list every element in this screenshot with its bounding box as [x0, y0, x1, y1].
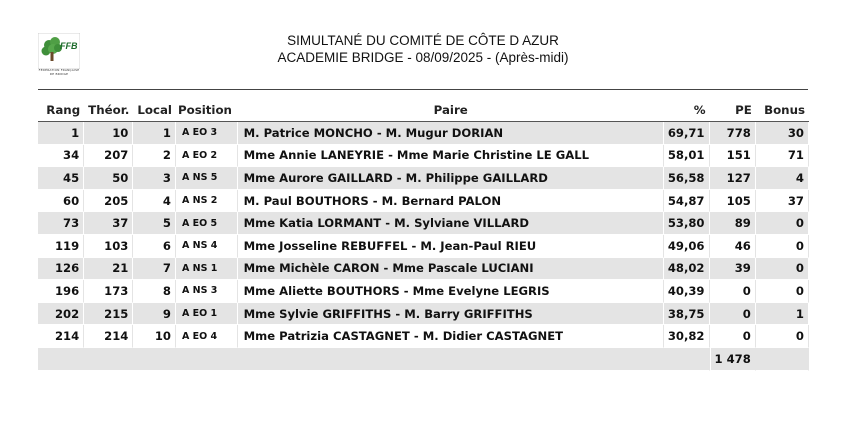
cell-pct: 38,75	[664, 303, 710, 326]
cell-paire: Mme Aurore GAILLARD - M. Philippe GAILLARD	[238, 167, 664, 190]
cell-pct: 48,02	[664, 258, 710, 281]
cell-pct: 30,82	[664, 325, 710, 348]
cell-local: 8	[133, 280, 176, 303]
table-row	[38, 325, 809, 348]
cell-rang: 34	[38, 145, 84, 168]
cell-local: 10	[133, 325, 176, 348]
totals-row	[38, 348, 809, 371]
cell-bonus: 0	[756, 258, 809, 281]
cell-pe: 39	[710, 258, 756, 281]
cell-theor: 205	[84, 190, 133, 213]
cell-pe: 778	[710, 122, 756, 145]
cell-theor: 214	[84, 325, 133, 348]
table-row	[38, 212, 809, 235]
cell-local: 4	[133, 190, 176, 213]
cell-paire: Mme Michèle CARON - Mme Pascale LUCIANI	[238, 258, 664, 281]
cell-paire: Mme Patrizia CASTAGNET - M. Didier CASTAGNET	[238, 325, 664, 348]
cell-paire: Mme Sylvie GRIFFITHS - M. Barry GRIFFITHS	[238, 303, 664, 326]
cell-bonus: 1	[756, 303, 809, 326]
cell-local: 1	[133, 122, 176, 145]
cell-bonus: 30	[756, 122, 809, 145]
cell-paire: Mme Katia LORMANT - M. Sylviane VILLARD	[238, 212, 664, 235]
cell-paire: Mme Aliette BOUTHORS - Mme Evelyne LEGRIS	[238, 280, 664, 303]
col-paire: Paire	[238, 99, 664, 122]
totals-spacer	[38, 348, 710, 371]
cell-pct: 53,80	[664, 212, 710, 235]
table-header-row	[38, 99, 809, 122]
cell-bonus: 0	[756, 325, 809, 348]
col-local: Local	[133, 99, 176, 122]
cell-bonus: 0	[756, 235, 809, 258]
cell-paire: M. Patrice MONCHO - M. Mugur DORIAN	[238, 122, 664, 145]
logo-letters: FFB	[60, 41, 78, 51]
cell-pct: 54,87	[664, 190, 710, 213]
col-rang: Rang	[38, 99, 84, 122]
cell-rang: 202	[38, 303, 84, 326]
cell-position: A EO 2	[176, 145, 238, 168]
cell-rang: 73	[38, 212, 84, 235]
cell-pe: 0	[710, 325, 756, 348]
cell-rang: 45	[38, 167, 84, 190]
table-row	[38, 167, 809, 190]
cell-pct: 56,58	[664, 167, 710, 190]
cell-pe: 151	[710, 145, 756, 168]
totals-bonus-empty	[756, 348, 809, 371]
pe-total: 1 478	[710, 348, 756, 371]
cell-theor: 103	[84, 235, 133, 258]
cell-theor: 10	[84, 122, 133, 145]
cell-local: 2	[133, 145, 176, 168]
cell-local: 5	[133, 212, 176, 235]
cell-pct: 49,06	[664, 235, 710, 258]
title-line-1: SIMULTANÉ DU COMITÉ DE CÔTE D AZUR	[287, 33, 559, 48]
cell-theor: 215	[84, 303, 133, 326]
col-pe: PE	[710, 99, 756, 122]
cell-pct: 69,71	[664, 122, 710, 145]
cell-bonus: 0	[756, 212, 809, 235]
cell-pct: 58,01	[664, 145, 710, 168]
col-pct: %	[664, 99, 710, 122]
cell-position: A NS 3	[176, 280, 238, 303]
cell-pe: 127	[710, 167, 756, 190]
cell-local: 3	[133, 167, 176, 190]
table-row	[38, 122, 809, 145]
cell-bonus: 4	[756, 167, 809, 190]
cell-position: A EO 3	[176, 122, 238, 145]
col-position: Position	[176, 99, 238, 122]
cell-paire: Mme Josseline REBUFFEL - M. Jean-Paul RIEU	[238, 235, 664, 258]
header-divider	[38, 89, 808, 90]
cell-local: 9	[133, 303, 176, 326]
cell-pe: 46	[710, 235, 756, 258]
table-row	[38, 303, 809, 326]
cell-position: A EO 5	[176, 212, 238, 235]
cell-theor: 50	[84, 167, 133, 190]
results-table	[38, 99, 809, 371]
col-theor: Théor.	[84, 99, 133, 122]
cell-paire: Mme Annie LANEYRIE - Mme Marie Christine LE GALL	[238, 145, 664, 168]
cell-local: 7	[133, 258, 176, 281]
cell-position: A EO 4	[176, 325, 238, 348]
cell-pct: 40,39	[664, 280, 710, 303]
cell-rang: 214	[38, 325, 84, 348]
cell-bonus: 37	[756, 190, 809, 213]
cell-position: A NS 1	[176, 258, 238, 281]
cell-rang: 1	[38, 122, 84, 145]
cell-theor: 37	[84, 212, 133, 235]
table-row	[38, 280, 809, 303]
cell-position: A NS 4	[176, 235, 238, 258]
logo-caption: FÉDÉRATION FRANÇAISE DE BRIDGE	[38, 68, 80, 76]
cell-pe: 0	[710, 280, 756, 303]
cell-pe: 89	[710, 212, 756, 235]
cell-position: A NS 2	[176, 190, 238, 213]
cell-rang: 196	[38, 280, 84, 303]
table-row	[38, 235, 809, 258]
table-row	[38, 190, 809, 213]
cell-rang: 126	[38, 258, 84, 281]
cell-position: A NS 5	[176, 167, 238, 190]
cell-bonus: 0	[756, 280, 809, 303]
cell-theor: 207	[84, 145, 133, 168]
cell-position: A EO 1	[176, 303, 238, 326]
cell-rang: 119	[38, 235, 84, 258]
cell-rang: 60	[38, 190, 84, 213]
table-row	[38, 145, 809, 168]
col-bonus: Bonus	[756, 99, 809, 122]
title-line-2: ACADEMIE BRIDGE - 08/09/2025 - (Après-midi)	[277, 50, 569, 65]
table-row	[38, 258, 809, 281]
cell-pe: 0	[710, 303, 756, 326]
page-title	[0, 32, 846, 66]
cell-pe: 105	[710, 190, 756, 213]
cell-local: 6	[133, 235, 176, 258]
cell-theor: 21	[84, 258, 133, 281]
cell-bonus: 71	[756, 145, 809, 168]
cell-paire: M. Paul BOUTHORS - M. Bernard PALON	[238, 190, 664, 213]
cell-theor: 173	[84, 280, 133, 303]
